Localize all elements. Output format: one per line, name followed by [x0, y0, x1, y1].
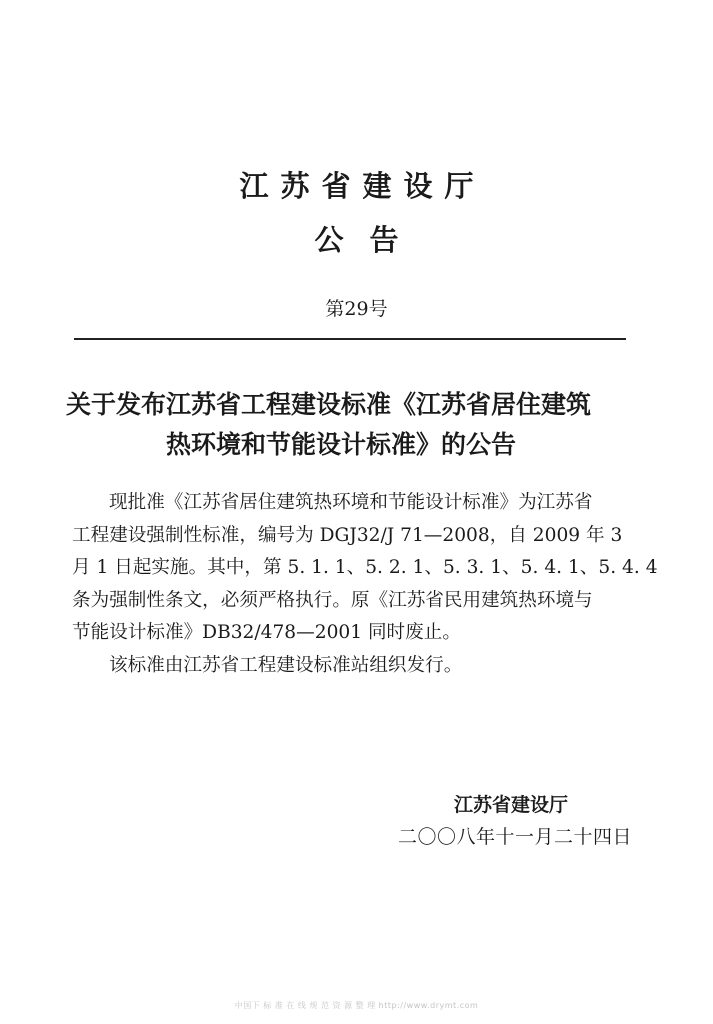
notice-title-line-2: 热环境和节能设计标准》的公告	[166, 430, 517, 459]
issuer-name: 江苏省建设厅	[239, 169, 486, 203]
document-number: 第29号	[325, 298, 388, 320]
footer-watermark: 中国下 标 准 在 线 规 范 资 源 整 理 http://www.drymt.com	[234, 1001, 479, 1010]
body-paragraph-2	[72, 650, 638, 683]
issue-date: 二〇〇八年十一月二十四日	[398, 826, 633, 848]
body-line: 条为强制性条文，必须严格执行。原《江苏省民用建筑热环境与	[72, 589, 593, 611]
notice-body	[72, 487, 658, 682]
body-line: 现批准《江苏省居住建筑热环境和节能设计标准》为江苏省	[109, 492, 593, 513]
body-line: 节能设计标准》DB32/478—2001 同时废止。	[72, 622, 461, 643]
notice-title	[66, 385, 646, 465]
body-line: 工程建设强制性标准，编号为 DGJ32/J 71—2008，自 2009 年 3	[72, 524, 623, 546]
notice-title-line-1: 关于发布江苏省工程建设标准《江苏省居住建筑	[66, 390, 592, 419]
document-type: 公告	[314, 223, 425, 257]
signer-name: 江苏省建设厅	[454, 794, 569, 816]
body-line: 月 1 日起实施。其中，第 5. 1. 1、5. 2. 1、5. 3. 1、5. 4. 1、5. 4. 4	[72, 557, 658, 578]
body-line: 该标准由江苏省工程建设标准站组织发行。	[109, 654, 463, 676]
header-divider	[74, 338, 626, 340]
body-paragraph-1	[72, 487, 658, 650]
